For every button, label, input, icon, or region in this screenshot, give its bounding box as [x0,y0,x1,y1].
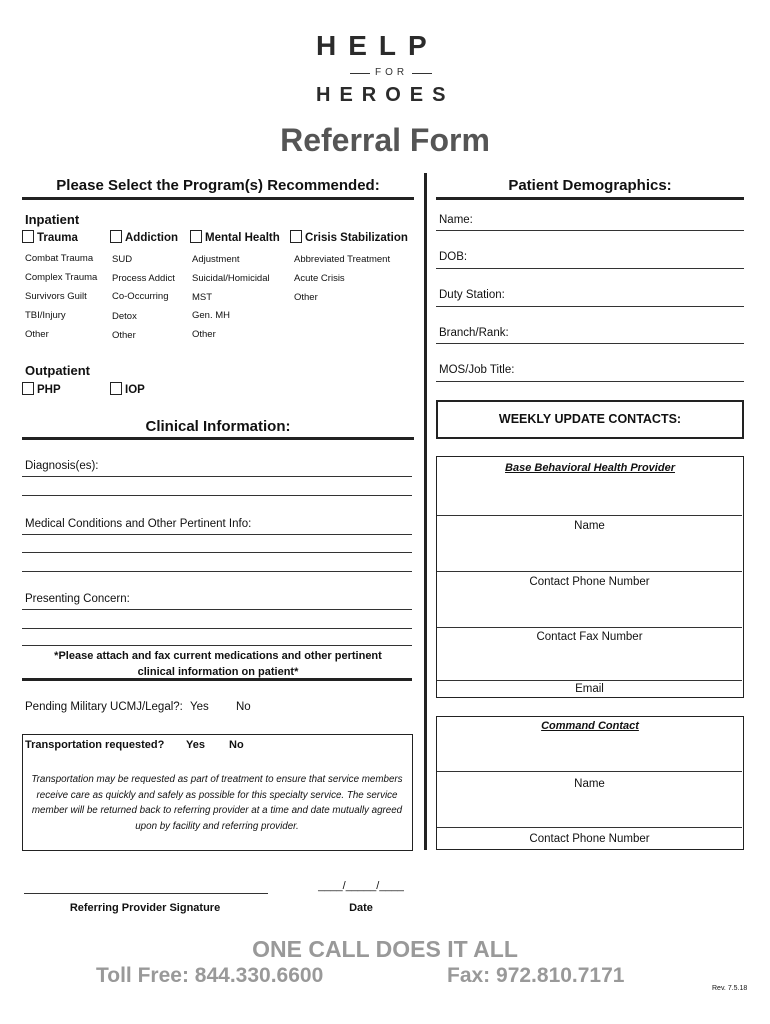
divider [437,515,742,516]
signature-label: Referring Provider Signature [69,902,221,914]
addiction-item: Detox [112,311,137,322]
diagnosis-field-line[interactable] [22,495,412,496]
addiction-label: Addiction [125,232,179,244]
mental-health-checkbox[interactable] [190,230,280,244]
checkbox-icon[interactable] [22,230,34,243]
signature-line[interactable] [24,893,268,894]
footer-slogan: ONE CALL DOES IT ALL [252,936,518,962]
checkbox-icon[interactable] [290,230,302,243]
trauma-item: Other [25,329,49,340]
command-phone-label: Contact Phone Number [529,833,650,845]
medical-field-line[interactable] [22,571,412,572]
divider [437,827,742,828]
trauma-item: Survivors Guilt [25,291,87,302]
date-line[interactable]: ____/_____/____ [318,880,404,892]
branch-rank-field[interactable] [436,343,744,344]
demographics-heading-rule [436,197,744,200]
transport-question: Transportation requested? [25,739,165,751]
addiction-checkbox[interactable] [110,230,178,244]
name-label: Name: [439,214,473,226]
transport-no-option[interactable]: No [229,739,244,751]
checkbox-icon[interactable] [110,230,122,243]
iop-label: IOP [125,384,145,396]
mental-health-item: Adjustment [192,254,240,265]
diagnosis-label: Diagnosis(es): [25,460,99,472]
pending-legal-label: Pending Military UCMJ/Legal?: [25,701,183,713]
provider-heading: Base Behavioral Health Provider [505,462,675,474]
column-divider [424,173,427,850]
pending-no-option[interactable]: No [236,701,251,713]
footer-fax: Fax: 972.810.7171 [447,964,625,987]
mental-health-item: MST [192,292,213,303]
trauma-checkbox[interactable] [22,230,78,244]
inpatient-label: Inpatient [25,212,80,227]
presenting-field[interactable] [22,609,412,610]
command-heading: Command Contact [541,720,639,732]
clinical-heading: Clinical Information: [145,418,291,435]
transport-note: Transportation may be requested as part of treatment to ensure that service members receive care as quickly and safely as possible for this specialty service. The service member will be returned back to referring provider at a time and date mutually agreed upon by facility and referring provider. [31,774,403,832]
crisis-item: Other [294,292,318,303]
mental-health-item: Other [192,329,216,340]
mos-field[interactable] [436,381,744,382]
presenting-label: Presenting Concern: [25,593,130,605]
logo-rule-left [350,73,370,74]
diagnosis-field[interactable] [22,476,412,477]
divider [437,680,742,681]
provider-box [436,456,744,698]
logo-for: FOR [375,67,409,78]
divider [437,571,742,572]
mental-health-item: Gen. MH [192,310,231,321]
divider [437,771,742,772]
medical-label: Medical Conditions and Other Pertinent Info: [25,518,252,530]
trauma-item: Combat Trauma [25,253,94,264]
duty-station-field[interactable] [436,306,744,307]
clinical-heading-rule [22,437,414,440]
command-name-label: Name [574,778,605,790]
footer-toll-free: Toll Free: 844.330.6600 [96,964,324,987]
presenting-field-line[interactable] [22,628,412,629]
provider-email-label: Email [575,683,604,695]
date-label: Date [349,902,373,914]
presenting-field-line[interactable] [22,645,412,646]
transport-yes-option[interactable]: Yes [186,739,205,751]
php-checkbox[interactable] [22,382,61,396]
outpatient-label: Outpatient [25,363,90,378]
trauma-label: Trauma [37,232,78,244]
provider-phone-label: Contact Phone Number [529,576,650,588]
mos-label: MOS/Job Title: [439,364,515,376]
logo-rule-right [412,73,432,74]
revision-label: Rev. 7.5.18 [712,985,748,992]
dob-field[interactable] [436,268,744,269]
program-heading: Please Select the Program(s) Recommended: [56,177,380,194]
mental-health-label: Mental Health [205,232,280,244]
attach-note: *Please attach and fax current medications and other pertinent clinical information on patient* [54,650,382,678]
php-label: PHP [37,384,61,396]
crisis-item: Acute Crisis [294,273,345,284]
medical-field-line[interactable] [22,552,412,553]
command-box [436,716,744,850]
checkbox-icon[interactable] [110,382,122,395]
addiction-item: SUD [112,254,133,265]
trauma-item: TBI/Injury [25,310,66,321]
crisis-item: Abbreviated Treatment [294,254,391,265]
divider [437,627,742,628]
addiction-item: Co-Occurring [112,291,169,302]
checkbox-icon[interactable] [190,230,202,243]
provider-fax-label: Contact Fax Number [536,631,643,643]
weekly-update-heading: WEEKLY UPDATE CONTACTS: [498,412,682,426]
pending-yes-option[interactable]: Yes [190,701,209,713]
logo-help: HELP [316,30,439,61]
duty-station-label: Duty Station: [439,289,505,301]
iop-checkbox[interactable] [110,382,145,396]
crisis-label: Crisis Stabilization [305,232,408,244]
demographics-heading: Patient Demographics: [508,177,672,194]
addiction-item: Process Addict [112,273,175,284]
program-heading-rule [22,197,414,200]
mental-health-item: Suicidal/Homicidal [192,273,270,284]
page-title: Referral Form [280,122,490,158]
branch-rank-label: Branch/Rank: [439,327,509,339]
provider-name-label: Name [574,520,605,532]
trauma-item: Complex Trauma [25,272,98,283]
name-field[interactable] [436,230,744,231]
checkbox-icon[interactable] [22,382,34,395]
dob-label: DOB: [439,251,468,263]
logo-heroes: HEROES [316,84,455,106]
medical-field[interactable] [22,534,412,535]
crisis-checkbox[interactable] [290,230,408,244]
attach-note-rule [22,678,412,681]
addiction-item: Other [112,330,136,341]
weekly-update-box [436,400,744,439]
transport-box [22,734,413,851]
